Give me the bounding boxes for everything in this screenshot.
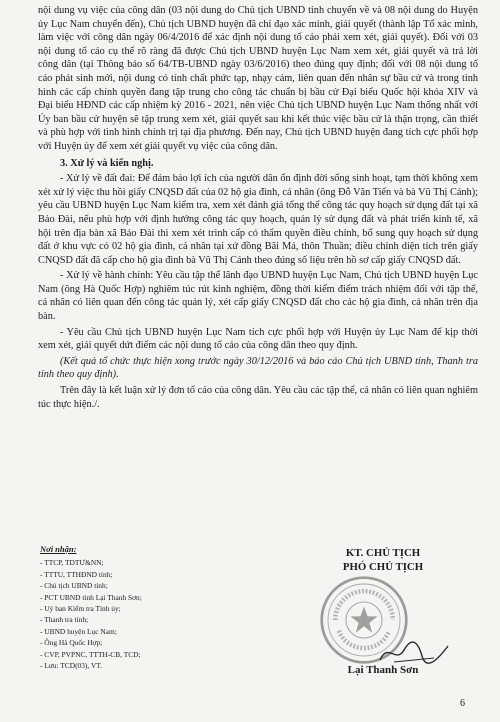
- recipient-item: - TTTU, TTHĐND tỉnh;: [40, 569, 113, 579]
- signature-block: [288, 546, 478, 676]
- recipient-item: - TTCP, TDTƯ&NN;: [40, 558, 104, 568]
- recipients-list: [40, 544, 260, 671]
- recipients-title: Nơi nhận:: [40, 544, 77, 554]
- signer-name: Lại Thanh Sơn: [347, 664, 419, 676]
- section-heading: 3. Xử lý và kiến nghị.: [60, 157, 154, 169]
- signer-role-primary: KT. CHỦ TỊCH: [345, 547, 421, 559]
- paragraph-land-handling: - Xử lý về đất đai: Để đảm bảo lợi ích của người dân ổn định đời sống sinh hoạt, tạm thời không xem xét xử lý việc thu hồi giấy CNQSD đất của 02 hộ gia đình, cá nhân (ông Đỗ Văn Tiến và bà Vũ Thị Cánh); yêu cầu UBND huyện Lục Nam kiểm tra, xem xét đánh giá tổng thể công tác quy hoạch sử dụng đất tại xã Bảo Đài, nếu phù hợp với định hướng công tác quy hoạch, quản lý sử dụng đất và phát triển kinh tế, xã hội trên địa bàn xã Bảo Đài thì xem xét trình cấp có thẩm quyền điều chỉnh, bổ sung quy hoạch sử dụng đất ở khu vực có 02 hộ gia đình, cá nhân tại xứ đồng Bãi Mả, thôn Thuần; điều chỉnh diện tích trên giấy CNQSD đất đã cấp cho hộ gia đình bà Vũ Thị Cánh theo đúng số liệu trên hồ sơ cấp giấy CNQSD đất.: [38, 173, 478, 266]
- recipient-item: - Thanh tra tỉnh;: [40, 615, 89, 625]
- document-body: [38, 4, 478, 411]
- paragraph-deadline: (Kết quả tổ chức thực hiện xong trước ngày 30/12/2016 và báo cáo Chủ tịch UBND tỉnh, Thanh tra tỉnh theo quy định).: [38, 355, 478, 381]
- signer-role-secondary: PHÓ CHỦ TỊCH: [342, 561, 424, 573]
- paragraph-request: - Yêu cầu Chủ tịch UBND huyện Lục Nam tích cực phối hợp với Huyện ủy Lục Nam để kịp thời xem xét, giải quyết dứt điểm các nội dung tố cáo của công dân theo quy định.: [38, 326, 478, 352]
- recipient-item: - UBND huyện Lục Nam;: [40, 626, 117, 636]
- paragraph-conclusion: Trên đây là kết luận xử lý đơn tố cáo của công dân. Yêu cầu các tập thể, cá nhân có liên quan nghiêm túc thực hiện./.: [38, 385, 478, 410]
- recipient-item: - Lưu: TCD(03), VT.: [40, 661, 103, 671]
- recipient-item: - Chủ tịch UBND tỉnh;: [40, 581, 108, 591]
- paragraph-complaint-status: nội dung vụ việc của công dân (03 nội dung do Chủ tịch UBND tỉnh chuyển về và 08 nội dung do Huyện ủy Lục Nam chuyển đến), Chủ tịch UBND huyện đã chỉ đạo xác minh, giải quyết (thành lập Tổ xác minh, làm việc với công dân ngày 06/4/2016 để xác định nội dung tố cáo phải xem xét, giải quyết). Đối với 03 nội dung tố cáo cụ thể rõ ràng đã được Chủ tịch UBND huyện Lục Nam xem xét, giải quyết và trả lời công dân (tại Thông báo số 64/TB-UBND ngày 03/6/2016) theo đúng quy định; đối với 08 nội dung tố cáo phát sinh mới, nội dung có tính chất phức tạp, nhạy cảm, liên quan đến nhân sự bầu cử và trong tình hình các cấp chính quyền đang tập trung cho công tác chuẩn bị bầu cử Đại biểu Quốc hội khóa XIV và Đại biểu HĐND các cấp nhiệm kỳ 2016 - 2021, nên việc Chủ tịch UBND huyện Lục Nam thống nhất với Ủy ban bầu cử huyện sẽ tập trung xem xét, giải quyết sau khi kết thúc việc bầu cử là thận trọng, cần thiết và phù hợp với tình hình chính trị tại địa phương. Đến nay, Chủ tịch UBND huyện đang tích cực phối hợp với Huyện ủy để xem xét giải quyết vụ việc của công dân.: [38, 5, 478, 152]
- paragraph-administrative-handling: - Xử lý về hành chính: Yêu cầu tập thể lãnh đạo UBND huyện Lục Nam, Chủ tịch UBND huyện Lục Nam (ông Hà Quốc Hợp) nghiêm túc rút kinh nghiệm, đồng thời kiểm điểm trách nhiệm đối với tập thể, cá nhân có liên quan đến công tác quản lý, xét cấp giấy CNQSD đất cho các hộ gia đình, cá nhân trên địa bàn.: [38, 270, 478, 323]
- page-number: 6: [460, 698, 465, 709]
- recipient-item: - PCT UBND tỉnh Lại Thanh Sơn;: [40, 592, 142, 602]
- recipient-item: - CVP, PVPNC, TTTH-CB, TCD;: [40, 649, 141, 659]
- recipient-item: - Uỷ ban Kiểm tra Tỉnh ủy;: [40, 604, 121, 614]
- recipient-item: - Ông Hà Quốc Hợp;: [40, 638, 103, 648]
